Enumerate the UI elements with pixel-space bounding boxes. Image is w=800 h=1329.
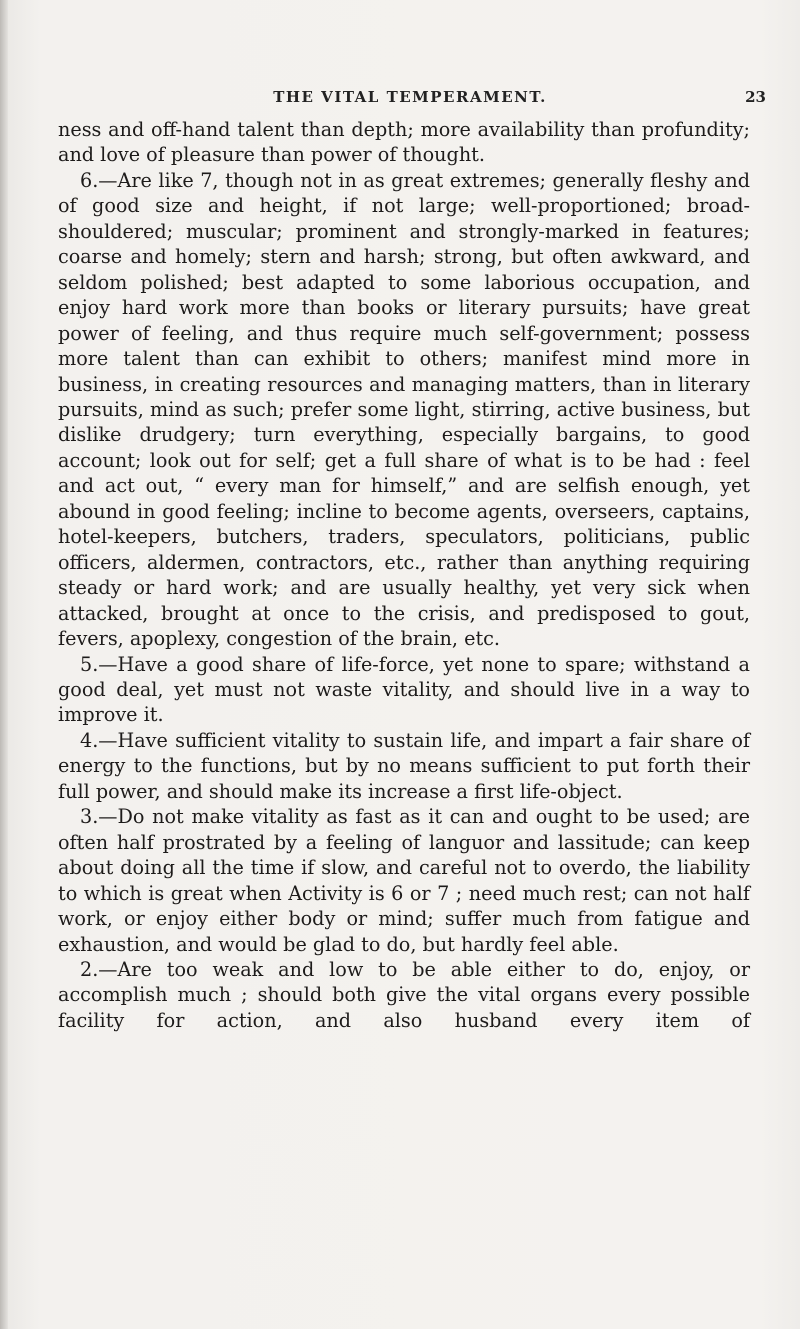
running-title: THE VITAL TEMPERAMENT. [273,88,547,106]
page-number: 23 [745,88,766,106]
paragraph-6: 6.—Are like 7, though not in as great extremes; generally fleshy and of good size and height, if not large; well-proportioned; broad-shouldered; muscular; prominent and strongly-marked in features; coarse and homely; stern and harsh; strong, but often awkward, and seldom polished; best adapted to some laborious occupation, and enjoy hard work more than books or literary pursuits; have great power of feeling, and thus require much self-government; possess more talent than can exhibit to others; manifest mind more in business, in creating resources and managing matters, than in literary pursuits, mind as such; prefer some light, stirring, active business, but dislike drudgery; turn everything, especially bargains, to good account; look out for self; get a full share of what is to be had : feel and act out, “ every man for himself,” and are selfish enough, yet abound in good feeling; incline to become agents, overseers, captains, hotel-keepers, butchers, traders, speculators, politicians, public officers, aldermen, contractors, etc., rather than anything requiring steady or hard work; and are usually healthy, yet very sick when attacked, brought at once to the crisis, and predisposed to gout, fevers, apoplexy, congestion of the brain, etc. [58,168,750,651]
paragraph-2: 2.—Are too weak and low to be able either to do, enjoy, or accomplish much ; should both give the vital organs every possible facility for action, and also husband every item of [58,957,750,1032]
paragraph-4: 4.—Have sufficient vitality to sustain life, and impart a fair share of energy to the functions, but by no means sufficient to put forth their full power, and should make its increase a first life-object. [58,728,750,803]
paragraph-5: 5.—Have a good share of life-force, yet none to spare; withstand a good deal, yet must not waste vitality, and should live in a way to improve it. [58,652,750,727]
page-binding-shadow [0,0,8,1329]
paragraph-continued: ness and off-hand talent than depth; more availability than profundity; and love of pleasure than power of thought. [58,118,750,167]
paragraph-3: 3.—Do not make vitality as fast as it can and ought to be used; are often half prostrated by a feeling of languor and lassitude; can keep about doing all the time if slow, and careful not to overdo, the liability to which is great when Activity is 6 or 7 ; need much rest; can not half work, or enjoy either body or mind; suffer much from fatigue and exhaustion, and would be glad to do, but hardly feel able. [58,805,750,956]
page-header [40,88,780,110]
body-text [58,117,750,1033]
